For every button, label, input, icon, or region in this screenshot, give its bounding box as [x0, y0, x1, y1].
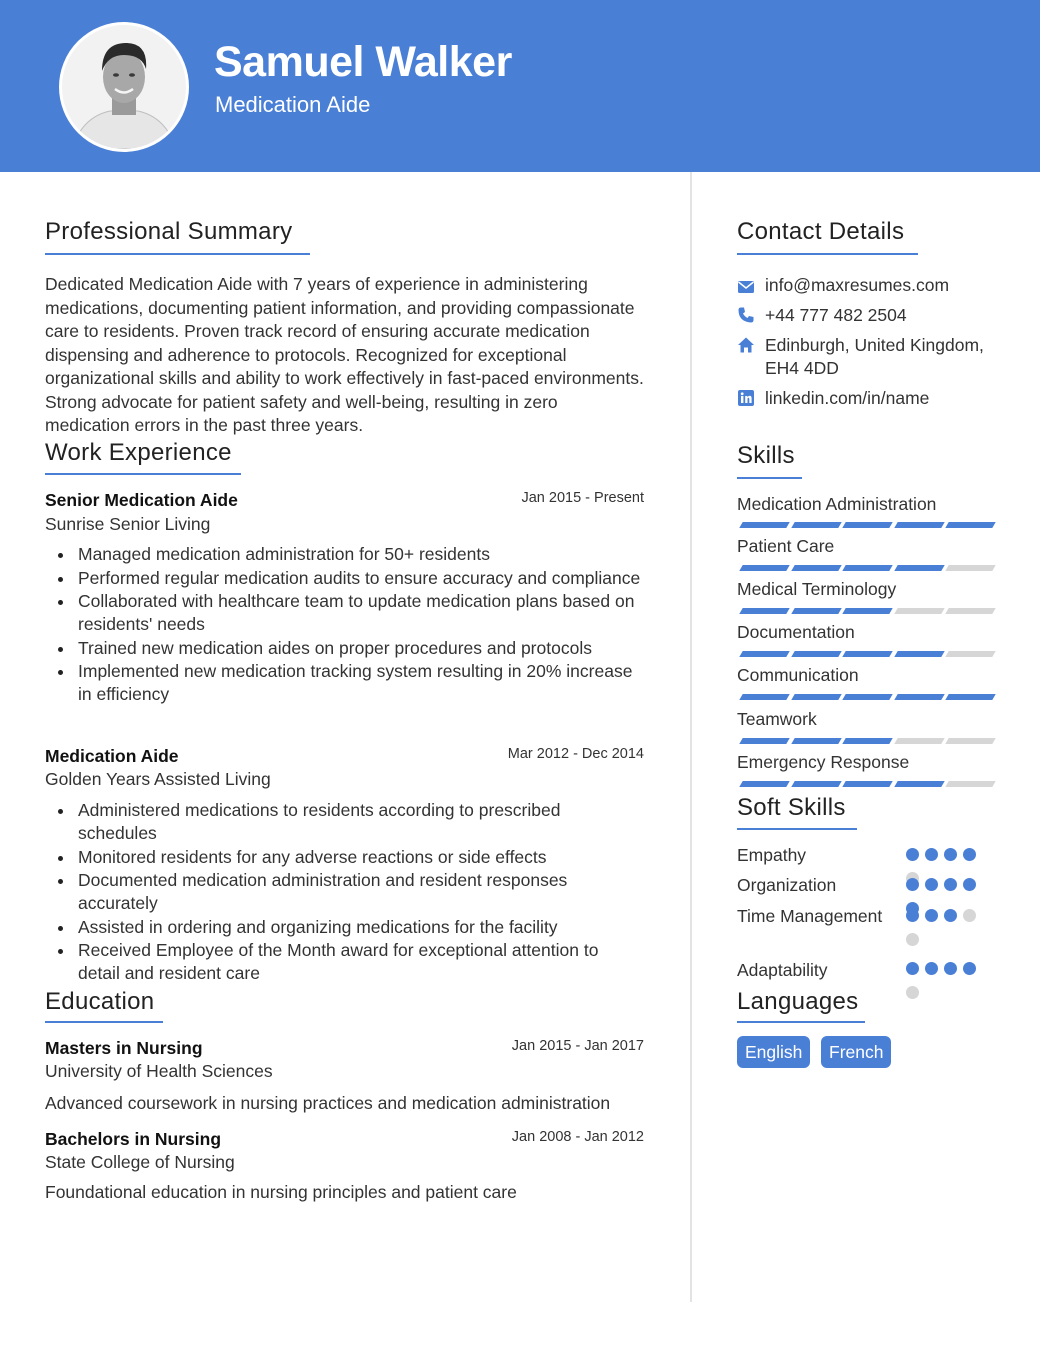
skill-level-segment	[791, 651, 841, 657]
degree-title: Bachelors in Nursing	[45, 1129, 222, 1149]
degree-description: Foundational education in nursing principles and patient care	[45, 1182, 517, 1202]
contact-email[interactable]: info@maxresumes.com	[765, 275, 950, 295]
rating-dot	[906, 848, 919, 861]
skill-level-bar	[738, 565, 993, 571]
skill-name: Documentation	[737, 622, 855, 642]
skill-level-segment	[739, 565, 789, 571]
soft-skills-heading: Soft Skills	[737, 794, 846, 821]
skill-level-segment	[791, 522, 841, 528]
languages-heading-underline	[737, 1021, 865, 1023]
soft-skill-name: Adaptability	[737, 960, 828, 980]
skill-level-bar	[738, 651, 993, 657]
skill-level-segment	[791, 694, 841, 700]
languages-heading: Languages	[737, 988, 859, 1015]
skill-level-segment	[739, 781, 789, 787]
resume-header	[0, 0, 1040, 172]
skill-name: Emergency Response	[737, 752, 910, 772]
work-heading: Work Experience	[45, 439, 232, 466]
skill-level-segment	[945, 522, 995, 528]
summary-text: Dedicated Medication Aide with 7 years of experience in administering medications, documenting patient information, and providing compassionate care to residents. Proven track record of ensuring accurate medication dispensing and adherence to protocols. Recognized for exceptional organizational skills and ability to work effectively in fast-paced environments. Strong advocate for patient safety and well-being, resulting in zero medication errors in the past three years.	[45, 274, 644, 435]
rating-dot	[925, 962, 938, 975]
skill-level-segment	[739, 738, 789, 744]
language-badge: French	[821, 1036, 891, 1068]
job-bullet: Monitored residents for any adverse reactions or side effects	[78, 846, 643, 869]
skill-level-segment	[842, 565, 892, 571]
soft-skill-name: Time Management	[737, 906, 883, 926]
job-bullet: Implemented new medication tracking system resulting in 20% increase in efficiency	[78, 660, 643, 706]
rating-dot	[906, 962, 919, 975]
degree-description: Advanced coursework in nursing practices and medication administration	[45, 1093, 611, 1113]
skill-name: Medical Terminology	[737, 579, 897, 599]
skill-level-segment	[842, 608, 892, 614]
contact-linkedin[interactable]: linkedin.com/in/name	[765, 388, 930, 408]
job-bullet: Documented medication administration and resident responses accurately	[78, 869, 643, 915]
rating-dot	[963, 848, 976, 861]
job-title: Medication Aide	[45, 746, 179, 766]
skill-level-segment	[945, 694, 995, 700]
skill-level-segment	[842, 694, 892, 700]
job-bullets	[78, 799, 643, 986]
skill-name: Teamwork	[737, 709, 817, 729]
skill-level-segment	[739, 694, 789, 700]
job-date: Mar 2012 - Dec 2014	[507, 746, 644, 762]
skill-level-segment	[945, 738, 995, 744]
skill-level-segment	[894, 694, 944, 700]
skill-level-bar	[738, 781, 993, 787]
job-bullet: Assisted in ordering and organizing medications for the facility	[78, 916, 643, 939]
rating-dot	[944, 878, 957, 891]
skills-heading: Skills	[737, 442, 795, 469]
phone-icon	[737, 306, 755, 324]
skill-level-segment	[894, 565, 944, 571]
rating-dot	[906, 986, 919, 999]
skill-name: Communication	[737, 665, 859, 685]
skill-level-segment	[894, 781, 944, 787]
rating-dot	[906, 909, 919, 922]
job-bullet: Collaborated with healthcare team to update medication plans based on residents' needs	[78, 590, 643, 636]
skill-level-segment	[894, 522, 944, 528]
rating-dot	[944, 962, 957, 975]
skill-level-segment	[894, 608, 944, 614]
rating-dot	[963, 909, 976, 922]
skill-level-bar	[738, 608, 993, 614]
job-bullet: Performed regular medication audits to ensure accuracy and compliance	[78, 567, 643, 590]
school-name: University of Health Sciences	[45, 1061, 273, 1081]
skill-level-segment	[842, 522, 892, 528]
job-bullet: Administered medications to residents according to prescribed schedules	[78, 799, 643, 845]
soft-skill-name: Organization	[737, 875, 837, 895]
job-bullet: Received Employee of the Month award for exceptional attention to detail and resident care	[78, 939, 643, 985]
contact-heading: Contact Details	[737, 218, 905, 245]
skill-level-segment	[945, 781, 995, 787]
skill-level-segment	[842, 738, 892, 744]
rating-dot	[963, 878, 976, 891]
skill-level-bar	[738, 522, 993, 528]
skill-level-segment	[842, 781, 892, 787]
candidate-name: Samuel Walker	[214, 38, 512, 86]
education-heading: Education	[45, 988, 155, 1015]
degree-date: Jan 2008 - Jan 2012	[511, 1129, 644, 1145]
contact-address: Edinburgh, United Kingdom, EH4 4DD	[765, 335, 984, 378]
rating-dot	[906, 933, 919, 946]
skills-heading-underline	[737, 477, 802, 479]
skill-level-segment	[791, 608, 841, 614]
language-badge: English	[737, 1036, 810, 1068]
soft-skill-name: Empathy	[737, 845, 807, 865]
skill-level-segment	[739, 608, 789, 614]
degree-title: Masters in Nursing	[45, 1038, 203, 1058]
rating-dot	[944, 848, 957, 861]
column-divider	[690, 172, 692, 1302]
job-title: Senior Medication Aide	[45, 490, 238, 510]
degree-date: Jan 2015 - Jan 2017	[511, 1038, 644, 1054]
school-name: State College of Nursing	[45, 1152, 235, 1172]
linkedin-icon	[737, 389, 755, 407]
job-bullets	[78, 543, 643, 707]
skill-level-segment	[894, 651, 944, 657]
candidate-role: Medication Aide	[215, 92, 371, 117]
work-heading-underline	[45, 473, 241, 475]
job-company: Sunrise Senior Living	[45, 514, 211, 534]
education-heading-underline	[45, 1021, 163, 1023]
skill-level-segment	[842, 651, 892, 657]
skill-level-bar	[738, 694, 993, 700]
skill-level-bar	[738, 738, 993, 744]
skill-level-segment	[791, 738, 841, 744]
skill-level-segment	[945, 565, 995, 571]
job-date: Jan 2015 - Present	[521, 490, 644, 506]
skill-level-segment	[739, 651, 789, 657]
skill-level-segment	[739, 522, 789, 528]
rating-dot	[906, 878, 919, 891]
skill-name: Medication Administration	[737, 494, 937, 514]
rating-dot	[963, 962, 976, 975]
skill-level-segment	[945, 608, 995, 614]
skill-name: Patient Care	[737, 536, 835, 556]
skill-level-segment	[894, 738, 944, 744]
job-bullet: Trained new medication aides on proper procedures and protocols	[78, 637, 643, 660]
rating-dot	[944, 909, 957, 922]
job-company: Golden Years Assisted Living	[45, 769, 271, 789]
summary-heading-underline	[45, 253, 310, 255]
rating-dot	[925, 848, 938, 861]
summary-heading: Professional Summary	[45, 218, 293, 245]
rating-dot	[925, 878, 938, 891]
rating-dot	[925, 909, 938, 922]
profile-photo	[59, 22, 189, 152]
soft-skills-heading-underline	[737, 828, 857, 830]
skill-level-segment	[945, 651, 995, 657]
job-bullet: Managed medication administration for 50+ residents	[78, 543, 643, 566]
skill-level-segment	[791, 781, 841, 787]
contact-heading-underline	[737, 253, 918, 255]
envelope-icon	[737, 278, 755, 296]
home-icon	[737, 336, 755, 354]
contact-phone: +44 777 482 2504	[765, 305, 907, 325]
skill-level-segment	[791, 565, 841, 571]
